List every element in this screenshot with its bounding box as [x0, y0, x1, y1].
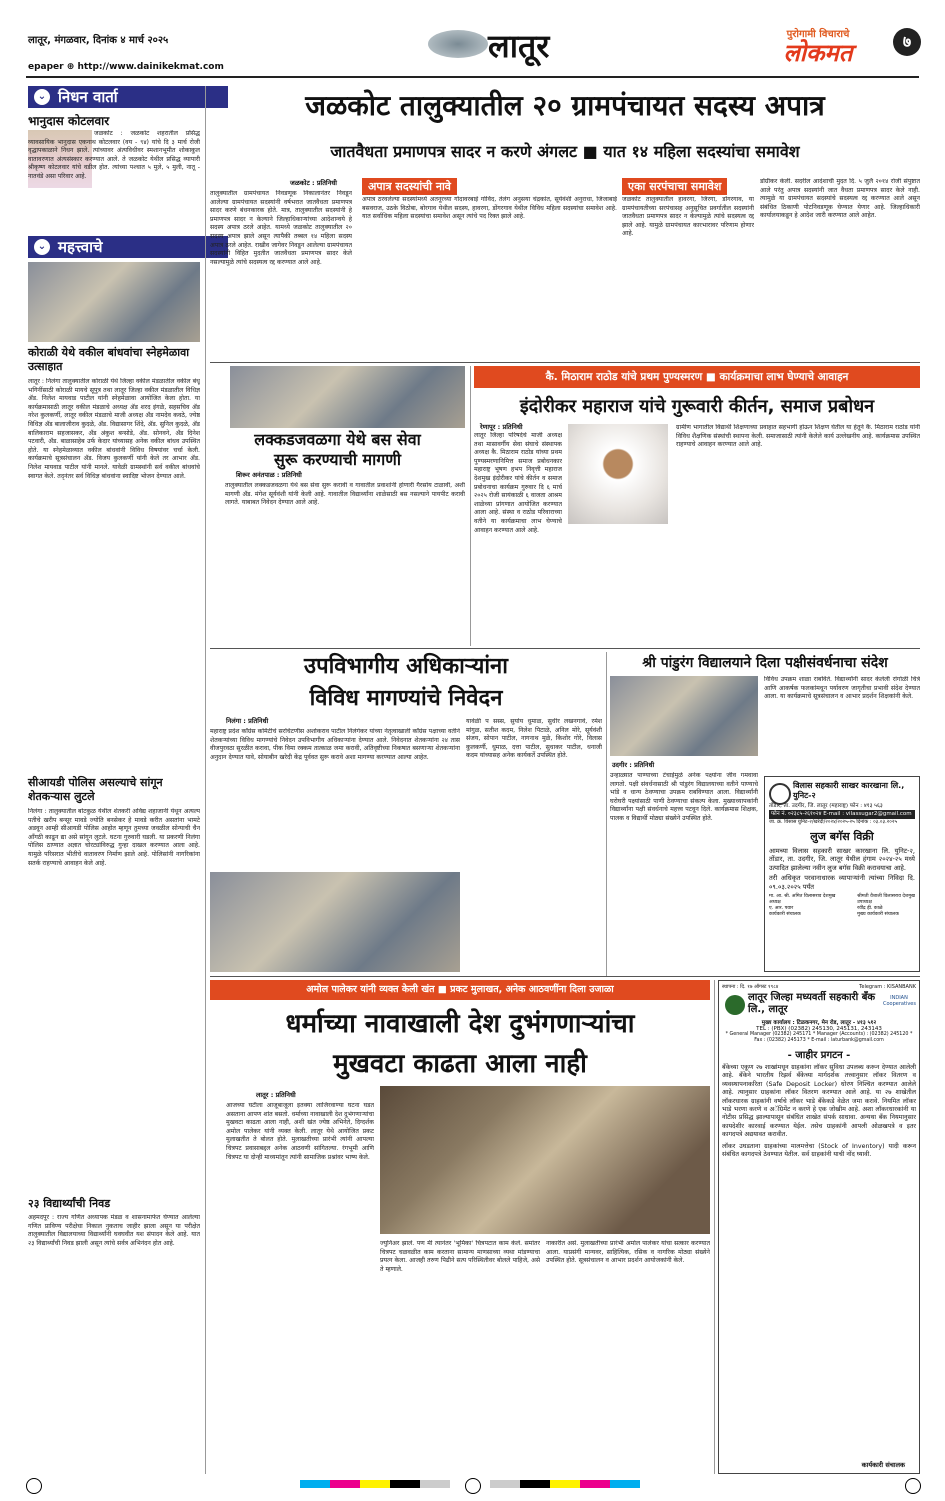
box1-text: अपात्र ठरवलेल्या सदस्यांमध्ये अतनूरच्या गोदावरबाई गोविंद, तेलंग अनुसया चंद्रकांत, सूर्यवंशी अनुराधा, जिजाबाई बसवराज, उठके विठोबा, बोरगाव येथील सदस्य, हावरगा, डोंगरगाव येथील विविध महिला सदस्यांचा समावेश आहे. यात सर्वाधिक महिला सदस्यांचा समावेश असून त्यांचे पद रिक्त झाले आहे.	[362, 196, 617, 221]
lead-right-col: डोंग्रीकर केली. सदरील आदेशाची मुदत दि. ५ जुलै २०१४ रोजी संपुष्टात आले परंतु अपात्र सदस्यांनी जात वैधता प्रमाणपत्र सादर केले नाही. त्यामुळे या ग्रामपंचायत सदस्यांचे सदस्यत्व रद्द करण्यात आले असून संबंधित ठिकाणी पोटनिवडणूक घेण्यात येणार आहे. जिल्हाधिकारी कार्यालयाकडून हे आदेश जारी करण्यात आले आहेत.	[760, 178, 920, 220]
ad1-sign2: श्रीमती वैशाली विलासराव देशमुख	[857, 894, 915, 900]
nivedan-headline-1: उपविभागीय अधिकाऱ्यांना	[304, 654, 508, 679]
masthead-rule	[26, 76, 919, 78]
ad2-logo-text: INDIAN Cooperatives	[883, 995, 916, 1007]
nivedan-photo	[210, 872, 460, 972]
ad1-sign3-role: कार्यकारी संचालक	[769, 912, 801, 918]
kirtan-body-2: ग्रामीण भागातील विद्यार्थी शिक्षणाच्या प्रवाहात सहभागी होऊन शिक्षण घेतील या हेतूने कै. मिठाराम राठोड यांनी विविध शैक्षणिक संस्थांची स्थापना केली. समाजासाठी त्यांनी केलेले कार्य उल्लेखनीय आहे. कार्यक्रमास उपस्थित राहण्याचे आवाहन करण्यात आले आहे.	[676, 424, 920, 449]
color-bar-left	[300, 1480, 450, 1488]
ad2-sign: कार्यकारी संचालक	[861, 1461, 905, 1469]
vidyalay-headline: श्री पांडुरंग विद्यालयाने दिला पक्षीसंवर्धनाचा संदेश	[642, 655, 888, 671]
feature-headline-2: मुखवटा काढता आला नाही	[333, 1049, 587, 1079]
bus-byline: शिरूर अनंतपाळ : प्रतिनिधी	[236, 471, 302, 479]
feature-banner: अमोल पालेकर यांनी व्यक्त केली खंत ■ प्रकट मुलाखत, अनेक आठवणींना दिला उजाळा	[210, 980, 710, 1000]
ad2-est: स्थापना : दि. १७ ऑगस्ट १९८४	[722, 984, 779, 990]
edition-title: लातूर	[488, 27, 550, 65]
mahattvache-section-header	[28, 236, 228, 258]
chevron-down-icon: ⌄	[34, 239, 50, 255]
mid-rule	[210, 648, 920, 649]
masthead	[0, 0, 945, 80]
news1-title: कोराळी येथे वकील बांधवांचा स्नेहमेळावा उत्साहात	[28, 346, 190, 373]
news3-text: अहमदपूर : राज्य गणित अध्यापक मंडळ व शासनामार्फत घेण्यात आलेल्या गणित प्राविण्य परीक्षेचा निकाल नुकताच जाहीर झाला असून या परीक्षेत तालुक्यातील विद्यालयाच्या विद्यार्थ्यांनी घवघवीत यश संपादन केले आहे. यात २३ विद्यार्थ्यांची निवड झाली असून त्यांचे सर्वत्र अभिनंदन होत आहे.	[28, 1214, 200, 1247]
kirtan-headline: इंदोरीकर महाराज यांचे गुरूवारी कीर्तन, समाज प्रबोधन	[519, 396, 875, 417]
ad1-signatures	[769, 894, 915, 918]
ad1-sign3: ए. आर. पवार	[769, 906, 794, 912]
bus-photo	[230, 366, 465, 428]
ad1-body: आमच्या विलास सहकारी साखर कारखाना लि. युनिट-२, तोंडार, ता. उदगीर, जि. लातूर येथील हंगाम २०२४-२५ मध्ये उत्पादित झालेल्या नवीन लुज बगॅस विक्री करावयाचा आहे.	[769, 846, 915, 872]
ad1-ref: जा. क्र. विसास युनिट-२/खरेदी/२०२४/२०२५-२५ दिनांक : ०३.०३.२०२५	[769, 819, 898, 825]
news2-text: निलंगा : तालुक्यातील बोटकुळ येथील शेतकरी अविद्य शहाजानी येथून अत्यल्प पतीचे खरीप बन्सूर मावडे ज्योति बनसेकर हे मावडे करीत असतांना भामटे अडवून आम्ही सीआयडी पोलिस आहोत म्हणून तुमच्या जवळील सोन्याची चैन ऑंगठी काढून द्या असे सांगून लुटले. घटना गुरुवारी घडली. या प्रकरणी निलंगा पोलिस ठाण्यात अज्ञात चोरट्यांविरुद्ध गुन्हा दाखल करण्यात आला आहे. यामुळे परिसरात भीतीचे वातावरण निर्माण झाले आहे. पोलिसांनी नागरिकांना सतर्क राहण्याचे आवाहन केले आहे.	[28, 808, 200, 867]
registration-mark-left	[26, 1478, 42, 1494]
feature-byline: लातूर : प्रतिनिधी	[256, 1091, 296, 1099]
lead-subhead: जातवैधता प्रमाणपत्र सादर न करणे अंगलट ■ यात १४ महिला सदस्यांचा समावेश	[330, 142, 800, 161]
epaper-label: epaper	[28, 62, 64, 72]
ad2-fax: * General Manager (02382) 245171 * Manager (Accounts) : (02382) 245120 * Fax : (02382) 245173 * E-mail : laturbank@gmail.com	[725, 1032, 913, 1043]
news3-title: २३ विद्यार्थ्यांची निवड	[28, 1197, 111, 1210]
nivedan-body: महाराष्ट्र प्रदेश काँग्रेस कमिटीचे सरचिटणीस अशोकराव पाटील निलंगेकर यांच्या नेतृत्वाखाली काँग्रेस पक्षाच्या वतीने शेतकऱ्यांच्या विविध मागण्यांचे निवेदन उपविभागीय अधिकाऱ्यांना देण्यात आले. निवेदनात शेतकऱ्यांना २४ तास वीजपुरवठा सुरळीत करावा, पीक विमा रक्कम तात्काळ जमा करावी, अतिवृष्टीच्या निकषात बसणाऱ्या शेतकऱ्यांना अनुदान देण्यात यावे, सोयाबीन खरेदी केंद्र पूर्ववत सुरू करावे अशा मागण्या करण्यात आल्या आहेत.	[210, 728, 460, 761]
nivedan-byline: निलंगा : प्रतिनिधी	[226, 717, 269, 725]
box1	[362, 178, 617, 353]
ad1-title: विलास सहकारी साखर कारखाना लि., युनिट-२	[793, 781, 905, 800]
nidhan-section-header	[28, 86, 228, 108]
dateline: लातूर, मंगळवार, दिनांक ४ मार्च २०२५	[28, 35, 169, 46]
kirtan-body: लातूर जिल्हा परिषदेचे माजी अध्यक्ष तथा मासावर्गीय सेवा संघाचे संस्थापक अध्यक्ष कै. मिठाराम राठोड यांच्या प्रथम पुण्यस्मरणानिमित्त समाज प्रबोधनकार महाराष्ट्र भूषण हभप निवृत्ती महाराज देशमुख इंदोरीकर यांचे कीर्तन व समाज प्रबोधनाचा कार्यक्रम गुरुवार दि ६ मार्च २०२५ रोजी सायंकाळी ६ वाजता आश्रम शाळेच्या प्रांगणात आयोजित करण्यात आला आहे. संस्था व राठोड परिवाराच्या वतीने या कार्यक्रमाचा लाभ घेण्याचे आवाहन करण्यात आले आहे.	[474, 432, 562, 534]
globe-icon	[428, 30, 488, 58]
chevron-down-icon: ⌄	[34, 89, 50, 105]
ad2-topline	[722, 984, 916, 990]
box2-title: एका सरपंचाचा समावेश	[622, 178, 727, 195]
lead-headline: जळकोट तालुक्यातील २० ग्रामपंचायत सदस्य अपात्र	[305, 89, 825, 122]
kirtan-photo	[568, 424, 668, 524]
nivedan-body-2: यावेळी प सस्स, सुर्याय धुमाळ, सुधीर लखनगावे, रमेश मांगुळ, सतीश कदम, निलेश पिटाळे, अनिल मोरे, सूर्यवंशी संजय, सोपान पाटील, नागनाथ मुळे, किशोर गोरे, विलास कुलकर्णी, धुमाळ, दत्ता पाटील, सुधाकर पाटील, धनाजी कदम यांच्यासह अनेक कार्यकर्ते उपस्थित होते.	[466, 718, 602, 760]
nivedan-rule	[606, 652, 607, 976]
paper-logo	[758, 26, 878, 68]
bus-body: तालुक्यातील लक्कडजवळगा येथे बस सेवा सुरू करावी व गावातील प्रवाशांनी होणारी गैरसोय टाळावी, अशी मागणी ॲड. मंगेश सूर्यवंशी यांनी केली आहे. गावातील विद्यार्थ्यांना शाळेसाठी बस नसल्याने पायपीट करावी लागते. याबाबत निवेदन देण्यात आले आहे.	[225, 482, 465, 507]
sidebar-photo	[28, 262, 200, 342]
lead-byline: जळकोट : प्रतिनिधी	[290, 179, 337, 187]
ad1-body-2: तरी अधिकृत परवानाधारक व्यापाऱ्यांनी त्यांच्या निविदा दि. ०९.०३.२०२५ पर्यंत	[769, 874, 915, 891]
mahattvache-title: महत्त्वाचे	[58, 238, 103, 256]
bus-headline-2: सुरू करण्याची मागणी	[274, 450, 401, 469]
ad2-title: लातूर जिल्हा मध्यवर्ती सहकारी बँक लि., लातूर	[748, 992, 876, 1015]
registration-mark-right	[905, 1478, 921, 1494]
nidhan-name: भानुदास कोटलवार	[28, 114, 110, 128]
ad1-sign1: मा. आ. श्री. अमित विलासराव देशमुख	[769, 894, 836, 900]
bus-rule	[470, 366, 471, 646]
ad1-sign2-role: उपाध्यक्ष	[857, 900, 872, 906]
box1-title: अपात्र सदस्यांची नावे	[362, 178, 457, 195]
lead-bottom-rule	[210, 362, 920, 363]
vidyalay-byline: उदगीर : प्रतिनिधी	[612, 761, 655, 769]
box2	[622, 178, 754, 353]
globe-small-icon: ⊕	[66, 62, 75, 72]
feature-body-3: नाकारीत असे. मुलाखतीच्या प्रारंभी अमोल पालेकर यांचा सत्कार करण्यात आला. याप्रसंगी मान्यवर, साहित्यिक, रसिक व नागरिक मोठ्या संख्येने उपस्थित होते. सूत्रसंचालन व आभार प्रदर्शन आयोजकांनी केले.	[546, 1240, 710, 1265]
feature-photo	[380, 1086, 710, 1234]
ad1-sign1-role: अध्यक्ष	[769, 900, 781, 906]
vidyalay-body-2: विविध उपक्रम शाळा राबविते. विद्यार्थ्यांनी सादर केलेली रांगोळी चित्रे आणि आकर्षक फलकांमधून पर्यावरण जागृतीचा प्रभावी संदेश देण्यात आला. या कार्यक्रमाचे सूत्रसंचालन व आभार प्रदर्शन शिक्षकांनी केले.	[764, 676, 920, 701]
color-bar-right	[490, 1480, 640, 1488]
page-number: ७	[893, 28, 921, 56]
kirtan-byline: रेणापूर : प्रतिनिधी	[480, 423, 523, 431]
paper-tagline: पुरोगामी विचाराचे	[786, 29, 850, 40]
feature-body: आजच्या घटीला आजूबाजूला इतक्या लाजिरवाण्या घटना घडत असताना आपण शांत बसतो. धर्माच्या नावाखाली देश दुभंगणाऱ्यांचा मुखवटा काढता आला नाही, अशी खंत ज्येष्ठ अभिनेते, दिग्दर्शक अमोल पालेकर यांनी व्यक्त केली. लातूर येथे आयोजित प्रकट मुलाखतीत ते बोलत होते. मुलाखतीच्या प्रारंभी त्यांनी आपल्या चित्रपट प्रवासाबद्दल अनेक आठवणी सांगितल्या. रंगभूमी आणि चित्रपट या दोन्ही माध्यमांतून त्यांनी सामाजिक प्रश्नांवर भाष्य केले.	[226, 1102, 374, 1161]
ad2-body: बँकेच्या एकूण २७ शाखांमधून ग्राहकांना लॉकर सुविधा उपलब्ध करून देण्यात आलेली आहे. बँकेने भारतीय रिझर्व बँकेच्या मार्गदर्शक तत्त्वानुसार लॉकर वितरण व व्यवस्थापनाकरिता (Safe Deposit Locker) धोरण निश्चित करण्यात आलेले आहे. त्यानुसार ग्राहकांना लॉकर वितरण करण्यात आले आहे. या २७ शाखेतील लॉकरधारक ग्राहकांनी वर्षाचे लॉकर भाडे बँकेकडे वेळेत जमा करावे. नियमित लॉकर भाडे भरणा करणे व अॅग्रिमेंट न करणे हे एक जोखीम आहे. अशा लॉकरधारकांनी या नोटीस प्रसिद्ध झाल्यापासून संबंधित शाखेत संपर्क साधावा. अन्यथा बँक नियमानुसार कायदेशीर कारवाई करण्यात येईल. तसेच ग्राहकांनी आपली ओळखपत्रे व इतर कागदपत्रे अद्ययावत करावीत.	[722, 1064, 916, 1139]
ad2-office: मुख्य कार्यालय : टिळकनगर, मेन रोड, लातूर - ४१३ ५१२	[761, 1020, 877, 1026]
ad1-logo-icon	[769, 783, 791, 805]
ad1-sign4: रवींद्र ह्री. काळे	[857, 906, 883, 912]
paper-name: लोकमत	[783, 39, 853, 67]
lower-rule	[210, 976, 920, 977]
ad2-telegram: Telegram : KISANBANK	[859, 984, 916, 990]
news2-title: सीआयडी पोलिस असल्याचे सांगून शेतकऱ्यास लुटले	[28, 776, 163, 803]
ad-sugar-factory	[764, 776, 920, 972]
feature-headline-1: धर्माच्या नावाखाली देश दुभंगणाऱ्यांचा	[285, 1009, 635, 1039]
bank-logo-icon	[725, 995, 745, 1015]
kirtan-banner: कै. मिठाराम राठोड यांचे प्रथम पुण्यस्मरण ■ कार्यक्रमाचा लाभ घेण्याचे आवाहन	[474, 366, 920, 388]
nidhan-text: जळकोट : जळकोट शहरातील प्रसिद्ध व्यावसायिक भानुदास एकनाथ कोटलवार (वय - ९४) यांचे दि ३ मार्च रोजी वृद्धापकाळाने निधन झाले. त्यांच्यावर अंत्यविधीवर स्मशानभूमीत शोकाकुल वातावरणात अंत्यसंस्कार करण्यात आले. ते जळकोट येथील प्रसिद्ध व्यापारी श्रीकृष्ण कोटलवार यांचे वडील होत. त्यांच्या पश्चात ५ मुले, ५ मुली, नातू - नातवंडे असा परिवार आहे.	[28, 130, 200, 180]
epaper-url[interactable]: http://www.dainikekmat.com	[77, 62, 224, 72]
feature-rule	[714, 980, 715, 1474]
sidebar-rule	[205, 86, 206, 1474]
ad1-heading: लुज बगॅस विक्री	[810, 829, 874, 843]
registration-mark-center	[465, 1478, 481, 1494]
ad2-body-2: लॉकर उघडताना ग्राहकांच्या मालमत्तेचा (Stock of Inventory) यादी करून संबंधित कागदपत्रे ठेवण्यात येतील. सर्व ग्राहकांनी याची नोंद घ्यावी.	[722, 1142, 916, 1159]
nidhan-title: निधन वार्ता	[58, 88, 118, 106]
lead-body: तालुक्यातील ग्रामपंचायत निवडणूक निकालानंतर निवडून आलेल्या ग्रामपंचायत सदस्यांनी वर्षभरात जातवैधता प्रमाणपत्र सादर करणे बंधनकारक होते. मात्र, तालुक्यातील सदस्यांनी हे प्रमाणपत्र सादर न केल्याने जिल्हाधिकाऱ्यांच्या आदेशान्वये हे सदस्य अपात्र ठरले आहेत. यामध्ये जळकोट तालुक्यातील २० सदस्य अपात्र झाले असून त्यापैकी तब्बल १४ महिला सदस्य अपात्र ठरले आहेत. राखीव जागेवर निवडून आलेल्या ग्रामपंचायत सदस्यांनी विहित मुदतीत जातवैधता प्रमाणपत्र सादर केले नसल्यामुळे त्यांचे सदस्यत्व रद्द करण्यात आले आहे.	[210, 190, 352, 266]
epaper-line	[28, 62, 224, 72]
box2-text: जळकोट तालुक्यातील हावरगा, जिरगा, डोंगरगाव, या ग्रामपंचायतीच्या सरपंचासह अनुसूचित प्रवर्गातील सदस्यांनी जातवैधता प्रमाणपत्र सादर न केल्यामुळे त्यांचे सदस्यत्व रद्द झाले आहे. यामुळे ग्रामपंचायत कारभारावर परिणाम होणार आहे.	[622, 196, 754, 238]
nivedan-headline-2: विविध मागण्यांचे निवेदन	[309, 686, 503, 711]
ad2-heading: - जाहीर प्रगटन -	[787, 1050, 851, 1061]
news1-text: लातूर : निलंगा तालुक्यातील कोराळी येथे जिल्हा वकील मंडळातील वकील बंधू भगिनींसाठी कोराळी मायचे सूपुत्र तथा लातूर जिल्हा वकील मंडळातील विधिज्ञ ॲड. निलेश मायवाड पाटील यांनी स्नेहमेळावा आयोजित केला होता. या कार्यक्रमासाठी लातूर वकील मंडळाचे अध्यक्ष ॲड शरद इंगळे, सहसचिव ॲड नरेश कुलकर्णी, लातूर वकील मंडळाचे माजी अध्यक्ष ॲड नामदेव कवठे, ज्येष्ठ विधिज्ञ ॲड बालाजीराव कुदळे, ॲड. विद्यासागर शिंदे, ॲड. सुनिल कुदळे, ॲड बालिकाराम सहजासकर, ॲड अंकुश बन्सोडे, ॲड. सोनवने, ॲड दिनेश पटवारी, ॲड. बाळासाहेब उर्फ केदार यांच्यासह अनेक वकील बांधव उपस्थित होते. या स्नेहमेळाव्यात वकील बांधवांनी विविध विषयांवर चर्चा केली. कार्यक्रमाचे सूत्रसंचालन ॲड. विजय कुलकर्णी यांनी केले तर आभार ॲड. निलेश मायवाड पाटील यांनी मानले. यावेळी ग्रामस्थांनी सर्व वकील बांधवांचे स्वागत केले. तद्नंतर सर्व विधिज्ञ बांधवांना स्वादिष्ट भोजन देण्यात आले.	[28, 378, 200, 480]
ad-bank	[718, 980, 920, 1474]
ad1-sign4-role: मुख्य कार्यकारी संचालक	[857, 912, 899, 918]
feature-body-2: ज्युनिअर झाले. पण मी त्यानंतर 'भूमिका' चित्रपटात काम केले. समांतर चित्रपट चळवळीत काम करताना सामान्य माणसाच्या व्यथा मांडण्याचा प्रयत्न केला. आजही तरुण पिढीने सत्य परिस्थितीवर बोलले पाहिजे, असे ते म्हणाले.	[380, 1240, 540, 1273]
ad1-address: तोंडार, ता. उदगीर, जि. लातूर (महाराष्ट्र) फोन : ४१३ ५६३	[769, 803, 883, 809]
bus-headline-1: लक्कडजवळगा येथे बस सेवा	[254, 430, 421, 449]
ad2-phone: TEL : (PBX) (02382) 245130, 245131, 243143	[756, 1026, 882, 1032]
ad1-contact: फोन नं. ०२३८५-२६१०२४ E-mail : vilassugar2@gmail.com	[769, 810, 915, 819]
vidyalay-body: उन्हाळ्यात पाण्याच्या टंचाईमुळे अनेक पक्ष्यांना जीव गमवावा लागतो. पक्षी संवर्धनासाठी श्री पांडुरंग विद्यालयाच्या वतीने पाण्याचे भांडे व धान्य ठेवण्याचा उपक्रम राबविण्यात आला. विद्यार्थ्यांनी घरोघरी पक्ष्यांसाठी पाणी ठेवण्याचा संकल्प केला. मुख्याध्यापकांनी विद्यार्थ्यांना पक्षी संवर्धनाचे महत्त्व पटवून दिले. कार्यक्रमास शिक्षक, पालक व विद्यार्थी मोठ्या संख्येने उपस्थित होते.	[610, 772, 758, 822]
vidyalay-photo	[610, 676, 758, 756]
